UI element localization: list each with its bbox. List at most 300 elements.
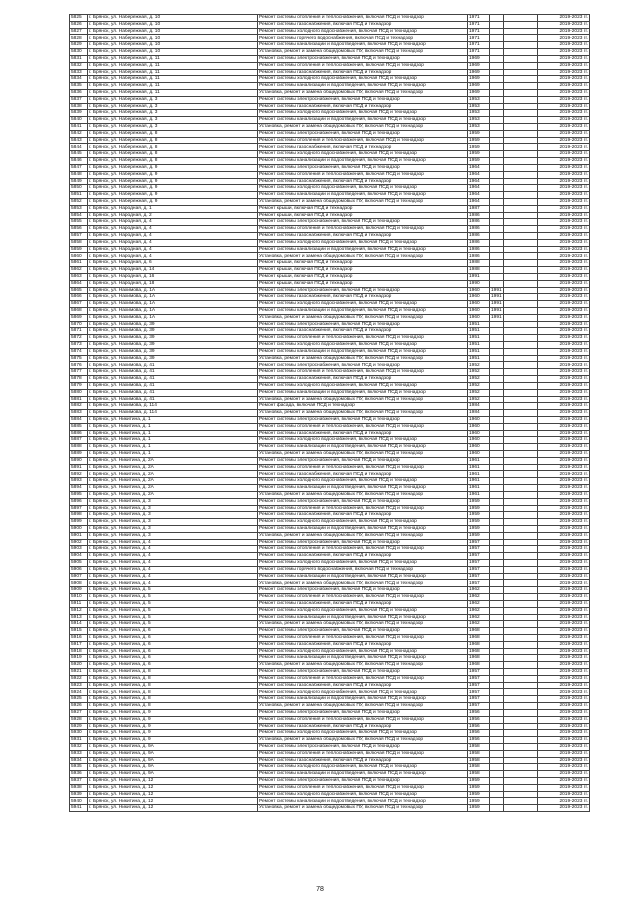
table-row [70, 682, 590, 689]
period-cell: 2019-2023 гг. [538, 689, 590, 696]
table-row [70, 137, 590, 144]
address-cell: г. Брянск, ул. Никитина, д. 4 [88, 566, 258, 573]
second-year-cell [490, 791, 504, 798]
table-row [70, 771, 590, 778]
year-cell: 1964 [468, 192, 490, 199]
second-year-cell [490, 151, 504, 158]
work-type-cell: Ремонт системы холодного водоснабжения, включая ПСД и технадзор [258, 437, 468, 444]
table-row [70, 69, 590, 76]
empty-cell [504, 314, 538, 321]
second-year-cell [490, 621, 504, 628]
table-row [70, 716, 590, 723]
address-cell: г. Брянск, ул. Набережная, д. 11 [88, 83, 258, 90]
table-row [70, 587, 590, 594]
year-cell: 1961 [468, 471, 490, 478]
period-cell: 2019-2023 гг. [538, 655, 590, 662]
year-cell: 1960 [468, 314, 490, 321]
year-cell: 1959 [468, 130, 490, 137]
year-cell: 1957 [468, 689, 490, 696]
work-type-cell: Ремонт системы отопления и теплоснабжения, включая ПСД и технадзор [258, 335, 468, 342]
second-year-cell [490, 49, 504, 56]
row-number: 5892 [70, 471, 88, 478]
table-row [70, 280, 590, 287]
row-number: 5835 [70, 83, 88, 90]
work-type-cell: Ремонт системы канализации и водоотведения, включая ПСД и технадзор [258, 389, 468, 396]
second-year-cell [490, 21, 504, 28]
second-year-cell [490, 110, 504, 117]
address-cell: г. Брянск, ул. Никитина, д. 9А [88, 743, 258, 750]
empty-cell [504, 512, 538, 519]
row-number: 5877 [70, 369, 88, 376]
second-year-cell [490, 273, 504, 280]
empty-cell [504, 362, 538, 369]
second-year-cell [490, 444, 504, 451]
year-cell: 1960 [468, 437, 490, 444]
year-cell: 1953 [468, 110, 490, 117]
address-cell: г. Брянск, ул. Нахимова, д. 114 [88, 403, 258, 410]
year-cell: 1960 [468, 294, 490, 301]
period-cell: 2019-2023 гг. [538, 798, 590, 805]
row-number: 5936 [70, 771, 88, 778]
period-cell: 2019-2023 гг. [538, 124, 590, 131]
address-cell: г. Брянск, ул. Народная, д. 4 [88, 226, 258, 233]
period-cell: 2019-2023 гг. [538, 376, 590, 383]
second-year-cell [490, 451, 504, 458]
table-row [70, 600, 590, 607]
period-cell: 2019-2023 гг. [538, 171, 590, 178]
address-cell: г. Брянск, ул. Никитина, д. 9 [88, 709, 258, 716]
period-cell: 2019-2023 гг. [538, 430, 590, 437]
work-type-cell: Ремонт системы электроснабжения, включая ПСД и технадзор [258, 321, 468, 328]
row-number: 5912 [70, 607, 88, 614]
address-cell: г. Брянск, ул. Набережная, д. 8 [88, 144, 258, 151]
work-type-cell: Ремонт системы отопления и теплоснабжения, включая ПСД и технадзор [258, 634, 468, 641]
address-cell: г. Брянск, ул. Народная, д. 4 [88, 253, 258, 260]
row-number: 5922 [70, 675, 88, 682]
work-type-cell: Ремонт фасада, включая ПСД и технадзор [258, 403, 468, 410]
row-number: 5858 [70, 239, 88, 246]
work-type-cell: Ремонт системы электроснабжения, включая ПСД и технадзор [258, 709, 468, 716]
year-cell: 1969 [468, 83, 490, 90]
empty-cell [504, 151, 538, 158]
second-year-cell [490, 342, 504, 349]
work-type-cell: Ремонт системы холодного водоснабжения, включая ПСД и технадзор [258, 239, 468, 246]
year-cell: 1951 [468, 328, 490, 335]
year-cell: 1958 [468, 764, 490, 771]
work-type-cell: Установка, ремонт и замена общедомовых ПУ, включая ПСД и технадзор [258, 198, 468, 205]
period-cell: 2019-2023 гг. [538, 757, 590, 764]
period-cell: 2019-2023 гг. [538, 730, 590, 737]
row-number: 5846 [70, 158, 88, 165]
year-cell: 1971 [468, 15, 490, 22]
row-number: 5832 [70, 62, 88, 69]
table-row [70, 457, 590, 464]
table-row [70, 83, 590, 90]
second-year-cell [490, 778, 504, 785]
period-cell: 2019-2023 гг. [538, 253, 590, 260]
work-type-cell: Ремонт системы холодного водоснабжения, включая ПСД и технадзор [258, 478, 468, 485]
table-row [70, 525, 590, 532]
year-cell: 1958 [468, 757, 490, 764]
second-year-cell [490, 437, 504, 444]
table-row [70, 423, 590, 430]
address-cell: г. Брянск, ул. Никитина, д. 2А [88, 478, 258, 485]
row-number: 5862 [70, 267, 88, 274]
period-cell: 2019-2023 гг. [538, 314, 590, 321]
period-cell: 2019-2023 гг. [538, 164, 590, 171]
address-cell: г. Брянск, ул. Никитина, д. 2А [88, 485, 258, 492]
year-cell: 1959 [468, 784, 490, 791]
empty-cell [504, 55, 538, 62]
table-row [70, 743, 590, 750]
period-cell: 2019-2023 гг. [538, 42, 590, 49]
empty-cell [504, 205, 538, 212]
work-type-cell: Ремонт системы электроснабжения, включая ПСД и технадзор [258, 416, 468, 423]
empty-cell [504, 498, 538, 505]
empty-cell [504, 437, 538, 444]
empty-cell [504, 669, 538, 676]
empty-cell [504, 62, 538, 69]
period-cell: 2019-2023 гг. [538, 491, 590, 498]
address-cell: г. Брянск, ул. Народная, д. 6 [88, 260, 258, 267]
period-cell: 2019-2023 гг. [538, 205, 590, 212]
row-number: 5852 [70, 198, 88, 205]
table-row [70, 662, 590, 669]
year-cell: 1959 [468, 519, 490, 526]
address-cell: г. Брянск, ул. Никитина, д. 3 [88, 498, 258, 505]
period-cell: 2019-2023 гг. [538, 389, 590, 396]
address-cell: г. Брянск, ул. Народная, д. 1 [88, 205, 258, 212]
address-cell: г. Брянск, ул. Народная, д. 4 [88, 219, 258, 226]
second-year-cell [490, 212, 504, 219]
year-cell: 1957 [468, 675, 490, 682]
second-year-cell [490, 485, 504, 492]
second-year-cell [490, 416, 504, 423]
work-type-cell: Установка, ремонт и замена общедомовых ПУ, включая ПСД и технадзор [258, 89, 468, 96]
period-cell: 2019-2023 гг. [538, 198, 590, 205]
year-cell: 1961 [468, 464, 490, 471]
empty-cell [504, 69, 538, 76]
row-number: 5935 [70, 764, 88, 771]
empty-cell [504, 491, 538, 498]
address-cell: г. Брянск, ул. Никитина, д. 5 [88, 614, 258, 621]
second-year-cell [490, 525, 504, 532]
row-number: 5913 [70, 614, 88, 621]
table-row [70, 382, 590, 389]
period-cell: 2019-2023 гг. [538, 83, 590, 90]
address-cell: г. Брянск, ул. Никитина, д. 9 [88, 716, 258, 723]
period-cell: 2019-2023 гг. [538, 55, 590, 62]
second-year-cell [490, 730, 504, 737]
empty-cell [504, 532, 538, 539]
work-type-cell: Ремонт системы канализации и водоотведения, включая ПСД и технадзор [258, 117, 468, 124]
row-number: 5843 [70, 137, 88, 144]
empty-cell [504, 42, 538, 49]
row-number: 5837 [70, 96, 88, 103]
table-row [70, 55, 590, 62]
period-cell: 2019-2023 гг. [538, 423, 590, 430]
work-type-cell: Ремонт системы электроснабжения, включая ПСД и технадзор [258, 669, 468, 676]
table-row [70, 648, 590, 655]
empty-cell [504, 553, 538, 560]
period-cell: 2019-2023 гг. [538, 669, 590, 676]
work-type-cell: Ремонт системы газоснабжения, включая ПСД и технадзор [258, 600, 468, 607]
year-cell: 1953 [468, 117, 490, 124]
year-cell: 1987 [468, 205, 490, 212]
empty-cell [504, 757, 538, 764]
year-cell: 1952 [468, 369, 490, 376]
year-cell: 1952 [468, 376, 490, 383]
period-cell: 2019-2023 гг. [538, 137, 590, 144]
second-year-cell [490, 260, 504, 267]
empty-cell [504, 771, 538, 778]
period-cell: 2019-2023 гг. [538, 403, 590, 410]
empty-cell [504, 376, 538, 383]
row-number: 5927 [70, 709, 88, 716]
year-cell: 1964 [468, 171, 490, 178]
empty-cell [504, 396, 538, 403]
table-row [70, 655, 590, 662]
table-row [70, 703, 590, 710]
work-type-cell: Установка, ремонт и замена общедомовых ПУ, включая ПСД и технадзор [258, 410, 468, 417]
address-cell: г. Брянск, ул. Никитина, д. 5 [88, 607, 258, 614]
second-year-cell [490, 369, 504, 376]
address-cell: г. Брянск, ул. Нахимова, д. 1А [88, 294, 258, 301]
table-row [70, 628, 590, 635]
period-cell: 2019-2023 гг. [538, 158, 590, 165]
period-cell: 2019-2023 гг. [538, 239, 590, 246]
work-type-cell: Установка, ремонт и замена общедомовых ПУ, включая ПСД и технадзор [258, 396, 468, 403]
year-cell: 1964 [468, 178, 490, 185]
empty-cell [504, 628, 538, 635]
period-cell: 2019-2023 гг. [538, 546, 590, 553]
address-cell: г. Брянск, ул. Никитина, д. 12 [88, 791, 258, 798]
year-cell: 1957 [468, 539, 490, 546]
work-type-cell: Ремонт системы газоснабжения, включая ПСД и технадзор [258, 376, 468, 383]
address-cell: г. Брянск, ул. Набережная, д. 8 [88, 130, 258, 137]
year-cell: 1968 [468, 628, 490, 635]
row-number: 5883 [70, 410, 88, 417]
table-row [70, 151, 590, 158]
row-number: 5898 [70, 512, 88, 519]
year-cell: 1960 [468, 416, 490, 423]
address-cell: г. Брянск, ул. Никитина, д. 5 [88, 600, 258, 607]
second-year-cell [490, 580, 504, 587]
empty-cell [504, 233, 538, 240]
year-cell: 1986 [468, 233, 490, 240]
empty-cell [504, 369, 538, 376]
empty-cell [504, 124, 538, 131]
row-number: 5857 [70, 233, 88, 240]
row-number: 5920 [70, 662, 88, 669]
address-cell: г. Брянск, ул. Нахимова, д. 39 [88, 348, 258, 355]
empty-cell [504, 301, 538, 308]
row-number: 5893 [70, 478, 88, 485]
empty-cell [504, 382, 538, 389]
address-cell: г. Брянск, ул. Набережная, д. 3 [88, 124, 258, 131]
row-number: 5829 [70, 42, 88, 49]
year-cell: 1960 [468, 301, 490, 308]
second-year-cell [490, 124, 504, 131]
table-row [70, 42, 590, 49]
work-type-cell: Ремонт системы холодного водоснабжения, включая ПСД и технадзор [258, 151, 468, 158]
table-row [70, 49, 590, 56]
period-cell: 2019-2023 гг. [538, 260, 590, 267]
row-number: 5933 [70, 750, 88, 757]
year-cell: 1984 [468, 403, 490, 410]
year-cell: 1957 [468, 553, 490, 560]
row-number: 5890 [70, 457, 88, 464]
empty-cell [504, 21, 538, 28]
year-cell: 1962 [468, 607, 490, 614]
table-row [70, 580, 590, 587]
address-cell: г. Брянск, ул. Набережная, д. 9 [88, 198, 258, 205]
address-cell: г. Брянск, ул. Нахимова, д. 39 [88, 321, 258, 328]
period-cell: 2019-2023 гг. [538, 539, 590, 546]
empty-cell [504, 594, 538, 601]
year-cell: 1986 [468, 219, 490, 226]
table-row [70, 96, 590, 103]
row-number: 5867 [70, 301, 88, 308]
table-row [70, 178, 590, 185]
work-type-cell: Ремонт системы отопления и теплоснабжения, включая ПСД и технадзор [258, 137, 468, 144]
second-year-cell [490, 532, 504, 539]
table-row [70, 246, 590, 253]
second-year-cell [490, 130, 504, 137]
period-cell: 2019-2023 гг. [538, 805, 590, 812]
address-cell: г. Брянск, ул. Никитина, д. 1 [88, 444, 258, 451]
second-year-cell [490, 42, 504, 49]
work-type-cell: Ремонт системы отопления и теплоснабжения, включая ПСД и технадзор [258, 546, 468, 553]
work-type-cell: Ремонт системы канализации и водоотведения, включая ПСД и технадзор [258, 614, 468, 621]
year-cell: 1991 [468, 273, 490, 280]
address-cell: г. Брянск, ул. Никитина, д. 4 [88, 546, 258, 553]
year-cell: 1984 [468, 410, 490, 417]
second-year-cell [490, 185, 504, 192]
table-row [70, 403, 590, 410]
empty-cell [504, 307, 538, 314]
row-number: 5879 [70, 382, 88, 389]
work-type-cell: Ремонт системы холодного водоснабжения, включая ПСД и технадзор [258, 382, 468, 389]
address-cell: г. Брянск, ул. Народная, д. 16 [88, 273, 258, 280]
work-type-cell: Ремонт системы электроснабжения, включая ПСД и технадзор [258, 96, 468, 103]
second-year-cell: 1991 [491, 301, 502, 307]
address-cell: г. Брянск, ул. Нахимова, д. 41 [88, 369, 258, 376]
second-year-cell [490, 573, 504, 580]
row-number: 5921 [70, 669, 88, 676]
address-cell: г. Брянск, ул. Набережная, д. 11 [88, 69, 258, 76]
work-type-cell: Ремонт системы холодного водоснабжения, включая ПСД и технадзор [258, 76, 468, 83]
address-cell: г. Брянск, ул. Никитина, д. 8 [88, 689, 258, 696]
second-year-cell [490, 587, 504, 594]
period-cell: 2019-2023 гг. [538, 485, 590, 492]
period-cell: 2019-2023 гг. [538, 410, 590, 417]
table-row [70, 621, 590, 628]
work-type-cell: Установка, ремонт и замена общедомовых ПУ, включая ПСД и технадзор [258, 451, 468, 458]
work-type-cell: Установка, ремонт и замена общедомовых ПУ, включая ПСД и технадзор [258, 737, 468, 744]
year-cell: 1957 [468, 696, 490, 703]
table-row [70, 437, 590, 444]
work-type-cell: Ремонт системы газоснабжения, включая ПСД и технадзор [258, 471, 468, 478]
period-cell: 2019-2023 гг. [538, 553, 590, 560]
address-cell: г. Брянск, ул. Нахимова, д. 1А [88, 314, 258, 321]
empty-cell [504, 219, 538, 226]
table-row [70, 641, 590, 648]
second-year-cell [490, 560, 504, 567]
second-year-cell [490, 634, 504, 641]
empty-cell [504, 144, 538, 151]
row-number: 5939 [70, 791, 88, 798]
period-cell: 2019-2023 гг. [538, 69, 590, 76]
period-cell: 2019-2023 гг. [538, 471, 590, 478]
row-number: 5899 [70, 519, 88, 526]
year-cell: 1956 [468, 709, 490, 716]
period-cell: 2019-2023 гг. [538, 532, 590, 539]
period-cell: 2019-2023 гг. [538, 560, 590, 567]
year-cell: 1956 [468, 730, 490, 737]
work-type-cell: Ремонт крыши, включая ПСД и технадзор [258, 267, 468, 274]
period-cell: 2019-2023 гг. [538, 178, 590, 185]
table-row [70, 294, 590, 301]
row-number: 5931 [70, 737, 88, 744]
row-number: 5861 [70, 260, 88, 267]
row-number: 5894 [70, 485, 88, 492]
work-type-cell: Ремонт системы отопления и теплоснабжения, включая ПСД и технадзор [258, 464, 468, 471]
row-number: 5863 [70, 273, 88, 280]
address-cell: г. Брянск, ул. Никитина, д. 6 [88, 655, 258, 662]
row-number: 5831 [70, 55, 88, 62]
second-year-cell [490, 219, 504, 226]
table-row [70, 287, 590, 294]
period-cell: 2019-2023 гг. [538, 737, 590, 744]
period-cell: 2019-2023 гг. [538, 15, 590, 22]
year-cell: 1959 [468, 144, 490, 151]
second-year-cell [490, 35, 504, 42]
period-cell: 2019-2023 гг. [538, 35, 590, 42]
repair-schedule-table [69, 14, 590, 812]
second-year-cell [490, 28, 504, 35]
table-row [70, 342, 590, 349]
empty-cell [504, 634, 538, 641]
period-cell: 2019-2023 гг. [538, 144, 590, 151]
second-year-cell [490, 675, 504, 682]
year-cell: 1952 [468, 362, 490, 369]
empty-cell [504, 15, 538, 22]
work-type-cell: Ремонт системы электроснабжения, включая ПСД и технадзор [258, 130, 468, 137]
row-number: 5871 [70, 328, 88, 335]
table-row [70, 778, 590, 785]
period-cell: 2019-2023 гг. [538, 778, 590, 785]
period-cell: 2019-2023 гг. [538, 280, 590, 287]
empty-cell [504, 798, 538, 805]
second-year-cell [490, 600, 504, 607]
period-cell: 2019-2023 гг. [538, 273, 590, 280]
work-type-cell: Ремонт системы газоснабжения, включая ПСД и технадзор [258, 233, 468, 240]
empty-cell [504, 743, 538, 750]
empty-cell [504, 171, 538, 178]
work-type-cell: Ремонт крыши, включая ПСД и технадзор [258, 260, 468, 267]
address-cell: г. Брянск, ул. Нахимова, д. 41 [88, 389, 258, 396]
second-year-cell [490, 750, 504, 757]
work-type-cell: Ремонт крыши, включая ПСД и технадзор [258, 280, 468, 287]
second-year-cell [490, 410, 504, 417]
period-cell: 2019-2023 гг. [538, 382, 590, 389]
row-number: 5880 [70, 389, 88, 396]
address-cell: г. Брянск, ул. Никитина, д. 6 [88, 641, 258, 648]
work-type-cell: Ремонт системы отопления и теплоснабжения, включая ПСД и технадзор [258, 505, 468, 512]
work-type-cell: Ремонт системы холодного водоснабжения, включая ПСД и технадзор [258, 301, 468, 308]
empty-cell [504, 246, 538, 253]
